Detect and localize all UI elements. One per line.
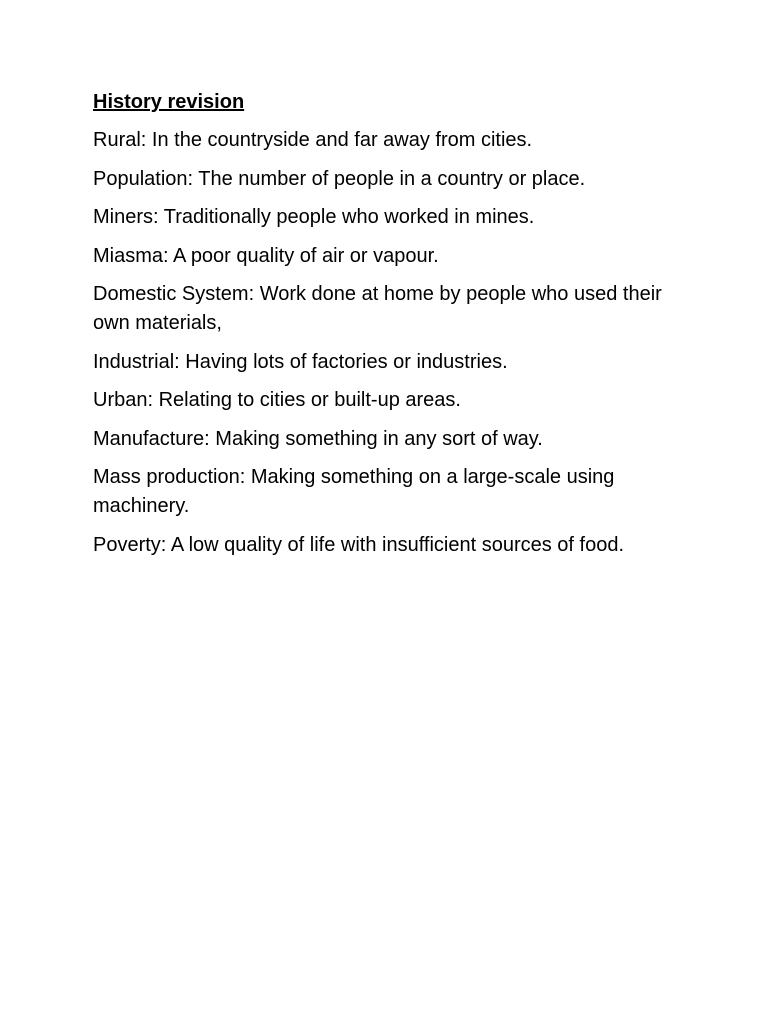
document-title: History revision	[93, 91, 245, 113]
definition-population: Population: The number of people in a country or place.	[93, 167, 586, 190]
definition-miasma: Miasma: A poor quality of air or vapour.	[93, 244, 439, 267]
definition-manufacture: Manufacture: Making something in any sort of way.	[93, 427, 543, 450]
definition-mass-production: Mass production: Making something on a large-scale using machinery.	[93, 466, 615, 517]
definition-poverty: Poverty: A low quality of life with insufficient sources of food.	[93, 533, 625, 556]
definition-rural: Rural: In the countryside and far away from cities.	[93, 129, 533, 151]
definition-domestic-system: Domestic System: Work done at home by people who used their own materials,	[93, 283, 662, 334]
definition-industrial: Industrial: Having lots of factories or industries.	[93, 350, 508, 373]
definition-miners: Miners: Traditionally people who worked in mines.	[93, 206, 535, 228]
definition-urban: Urban: Relating to cities or built-up areas.	[93, 389, 461, 411]
document-body	[93, 88, 693, 569]
